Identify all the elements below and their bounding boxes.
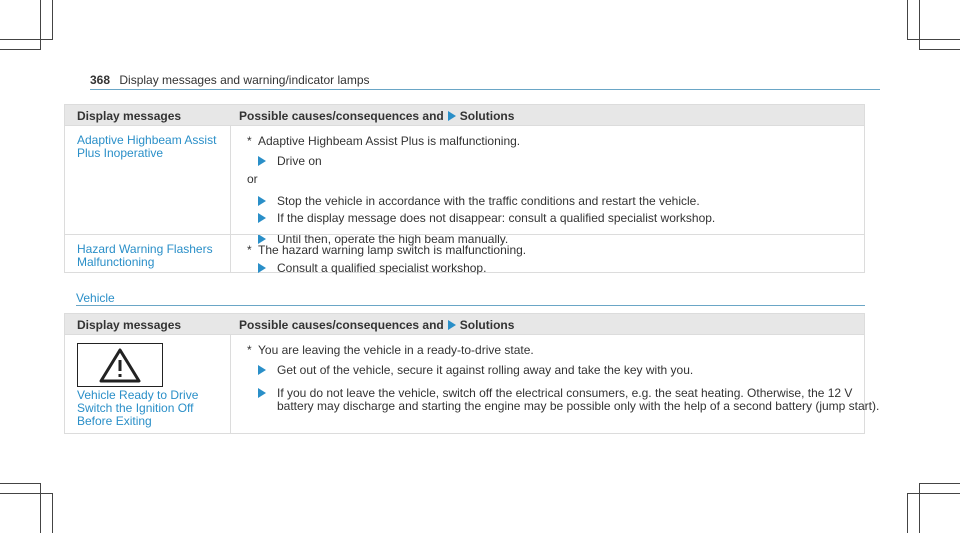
crop-mark	[908, 493, 960, 494]
page-number: 368	[90, 73, 111, 87]
display-message: Adaptive Highbeam Assist Plus Inoperative	[77, 133, 217, 160]
table-row	[65, 125, 864, 246]
arrow-icon	[448, 320, 456, 330]
vehicle-messages-table	[64, 313, 880, 434]
solution-step: Drive on	[247, 155, 715, 168]
arrow-icon	[258, 263, 266, 273]
arrow-icon	[258, 213, 266, 223]
column-header-causes: Possible causes/consequences and Solutions	[239, 318, 515, 332]
table-row	[65, 234, 864, 275]
crop-mark	[52, 0, 53, 40]
table-header	[65, 314, 864, 334]
arrow-icon	[258, 365, 266, 375]
column-header-display-messages: Display messages	[77, 109, 182, 123]
crop-mark	[0, 493, 52, 494]
display-message: Vehicle Ready to Drive Switch the Ignition Off Before Exiting	[77, 388, 199, 428]
warning-triangle-icon	[77, 343, 163, 392]
section-rule	[76, 305, 865, 306]
crop-mark	[907, 0, 908, 40]
page-title: Display messages and warning/indicator lamps	[119, 73, 370, 87]
section-title: Vehicle	[76, 291, 115, 305]
arrow-icon	[258, 156, 266, 166]
or-label: or	[247, 172, 258, 186]
arrow-icon	[448, 111, 456, 121]
column-divider	[230, 235, 231, 272]
arrow-icon	[258, 388, 266, 398]
cause: * Adaptive Highbeam Assist Plus is malfunctioning.	[247, 134, 521, 148]
crop-mark	[0, 483, 41, 484]
column-header-causes: Possible causes/consequences and Solutions	[239, 109, 515, 123]
arrow-icon	[258, 196, 266, 206]
crop-mark	[40, 0, 41, 49]
causes-solutions	[247, 343, 879, 413]
solution-step: Until then, operate the high beam manually.	[247, 233, 715, 246]
crop-mark	[908, 39, 960, 40]
cause: * The hazard warning lamp switch is malfunctioning.	[247, 243, 527, 257]
solution-step: Get out of the vehicle, secure it against rolling away and take the key with you.	[247, 364, 879, 377]
crop-mark	[919, 484, 920, 533]
crop-mark	[907, 493, 908, 533]
crop-mark	[919, 483, 960, 484]
crop-mark	[0, 49, 41, 50]
solution-step: Stop the vehicle in accordance with the traffic conditions and restart the vehicle.	[247, 195, 715, 208]
table-row	[65, 334, 880, 433]
column-header-display-messages: Display messages	[77, 318, 182, 332]
crop-mark	[40, 484, 41, 533]
solution-step: Consult a qualified specialist workshop.	[247, 262, 486, 275]
crop-mark	[0, 39, 52, 40]
crop-mark	[52, 493, 53, 533]
solution-step: If the display message does not disappear: consult a qualified specialist workshop.	[247, 212, 715, 225]
crop-mark	[919, 0, 920, 49]
crop-mark	[919, 49, 960, 50]
table-header	[65, 105, 864, 125]
display-message: Hazard Warning Flashers Malfunctioning	[77, 242, 213, 269]
page-header	[90, 73, 370, 87]
solution-step: If you do not leave the vehicle, switch off the electrical consumers, e.g. the seat heating. Otherwise, the 12 V battery may discharge and starting the engine may be possible only with the help of a second battery (jump start).	[247, 387, 879, 413]
causes-solutions	[247, 243, 527, 275]
messages-table	[64, 104, 865, 273]
column-divider	[230, 126, 231, 234]
cause: * You are leaving the vehicle in a ready-to-drive state.	[247, 343, 534, 357]
causes-solutions	[247, 134, 715, 246]
header-rule	[90, 89, 880, 90]
column-divider	[230, 335, 231, 433]
